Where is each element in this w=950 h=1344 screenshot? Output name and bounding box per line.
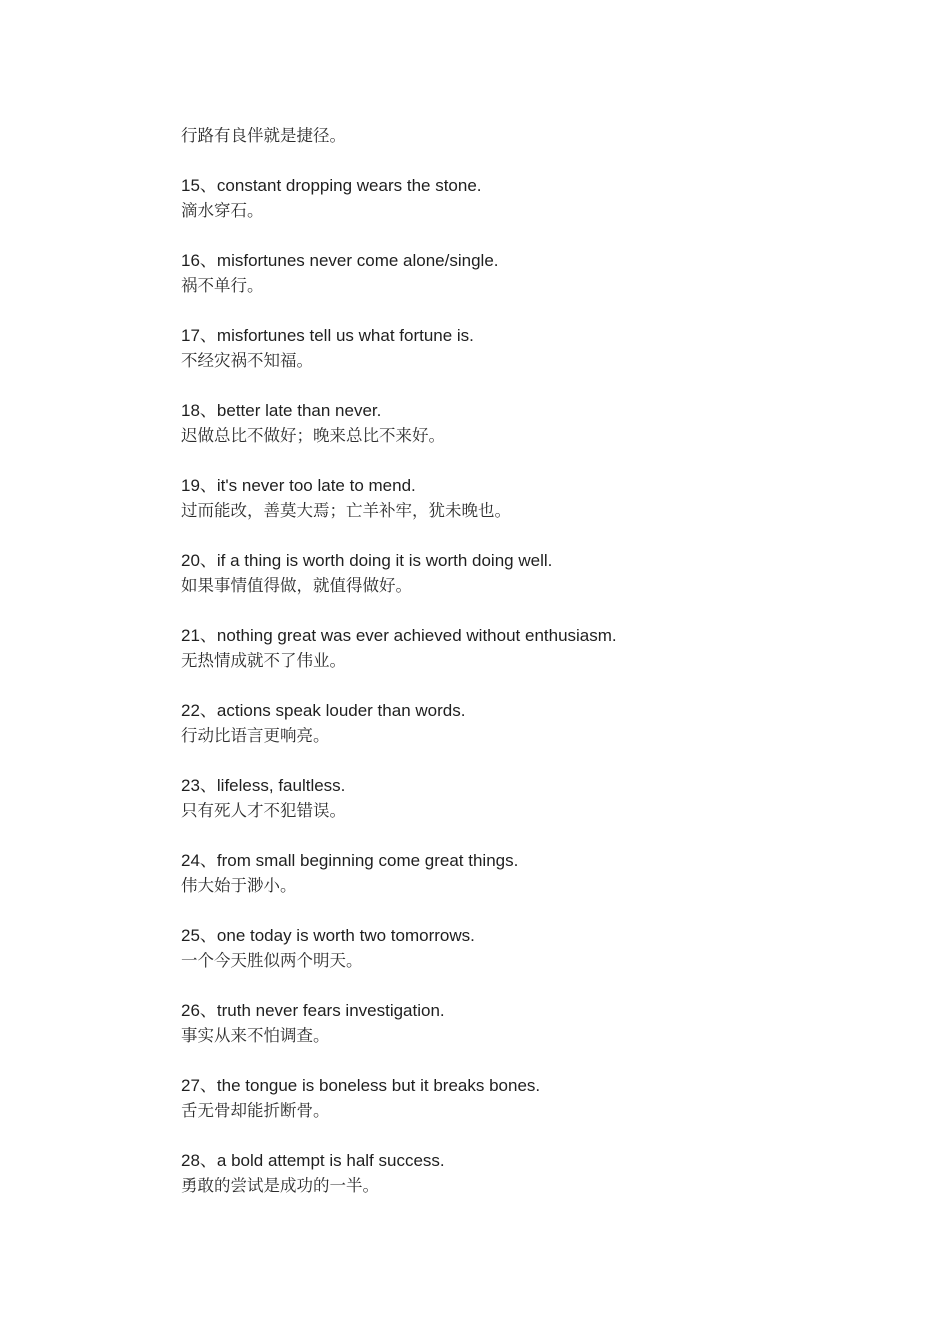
proverb-entry-28 <box>181 1148 901 1198</box>
proverb-chinese: 滴水穿石。 <box>181 201 264 220</box>
proverb-entry-15 <box>181 173 901 223</box>
proverb-entry-27 <box>181 1073 901 1123</box>
proverb-chinese: 行动比语言更响亮。 <box>181 726 330 745</box>
proverb-english: 27、the tongue is boneless but it breaks bones. <box>181 1076 541 1095</box>
proverb-entry-23 <box>181 773 901 823</box>
proverb-english: 22、actions speak louder than words. <box>181 701 466 720</box>
proverb-entry-26 <box>181 998 901 1048</box>
proverb-entry-18 <box>181 398 901 448</box>
proverb-entry-21 <box>181 623 901 673</box>
proverb-entry-22 <box>181 698 901 748</box>
proverb-english: 16、misfortunes never come alone/single. <box>181 251 499 270</box>
proverb-entry-19 <box>181 473 901 523</box>
proverb-english: 24、from small beginning come great things. <box>181 851 519 870</box>
proverb-chinese: 舌无骨却能折断骨。 <box>181 1101 330 1120</box>
proverb-entry-17 <box>181 323 901 373</box>
proverb-entry-25 <box>181 923 901 973</box>
proverb-chinese: 勇敢的尝试是成功的一半。 <box>181 1176 379 1195</box>
lead-line: 行路有良伴就是捷径。 <box>181 126 346 145</box>
proverb-english: 21、nothing great was ever achieved without enthusiasm. <box>181 626 617 645</box>
proverb-entry-16 <box>181 248 901 298</box>
proverb-list <box>181 123 901 1198</box>
proverb-chinese: 过而能改，善莫大焉；亡羊补牢，犹未晚也。 <box>181 501 511 520</box>
proverb-english: 19、it's never too late to mend. <box>181 476 416 495</box>
proverb-english: 15、constant dropping wears the stone. <box>181 176 482 195</box>
proverb-english: 28、a bold attempt is half success. <box>181 1151 445 1170</box>
proverb-chinese: 一个今天胜似两个明天。 <box>181 951 363 970</box>
proverb-english: 20、if a thing is worth doing it is worth doing well. <box>181 551 553 570</box>
proverb-chinese: 伟大始于渺小。 <box>181 876 297 895</box>
proverb-chinese: 如果事情值得做，就值得做好。 <box>181 576 412 595</box>
proverb-chinese: 只有死人才不犯错误。 <box>181 801 346 820</box>
proverb-english: 26、truth never fears investigation. <box>181 1001 445 1020</box>
proverb-chinese: 祸不单行。 <box>181 276 264 295</box>
proverb-chinese: 事实从来不怕调查。 <box>181 1026 330 1045</box>
proverb-english: 18、better late than never. <box>181 401 382 420</box>
proverb-chinese: 不经灾祸不知福。 <box>181 351 313 370</box>
proverb-entry-20 <box>181 548 901 598</box>
proverb-english: 23、lifeless, faultless. <box>181 776 346 795</box>
proverb-entry-24 <box>181 848 901 898</box>
proverb-chinese: 无热情成就不了伟业。 <box>181 651 346 670</box>
proverb-english: 17、misfortunes tell us what fortune is. <box>181 326 474 345</box>
proverb-english: 25、one today is worth two tomorrows. <box>181 926 475 945</box>
proverb-chinese: 迟做总比不做好；晚来总比不来好。 <box>181 426 445 445</box>
